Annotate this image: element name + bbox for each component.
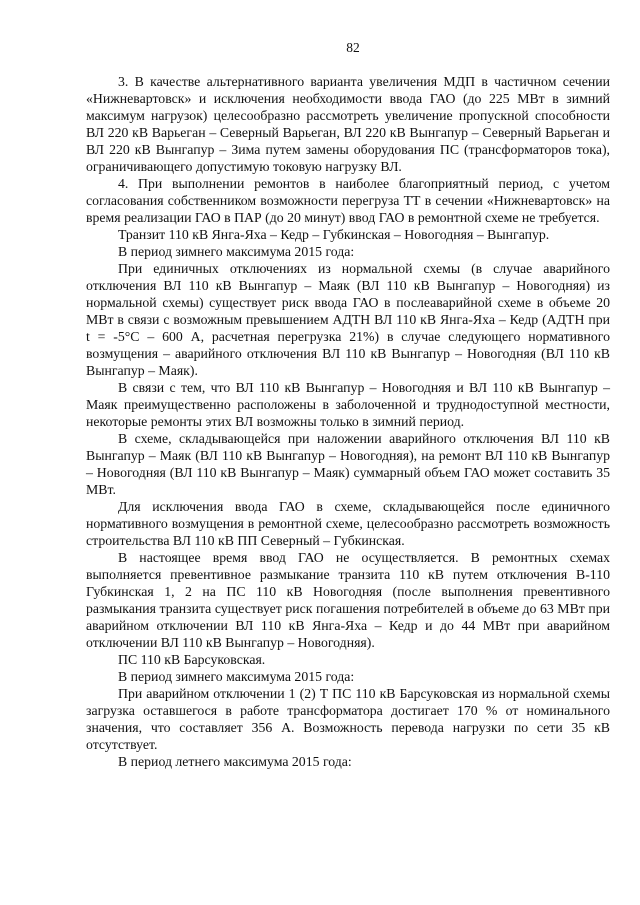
paragraph-winter-max-2: В период зимнего максимума 2015 года: bbox=[118, 669, 355, 684]
paragraph-current-state: В настоящее время ввод ГАО не осуществляется. В ремонтных схемах выполняется превентивное размыкание транзита 110 кВ путем отключения В-110 Губкинская 1, 2 на ПС 110 кВ Новогодняя (после выполнения превентивного размыкания транзита существует риск погашения потребителей в объеме до 63 МВт при аварийном отключении ВЛ 110 кВ Янга-Яха – Кедр и до 44 МВт при аварийном отключении ВЛ 110 кВ Вынгапур – Новогодняя). bbox=[86, 550, 610, 650]
paragraph-transformer-outage: При аварийном отключении 1 (2) Т ПС 110 кВ Барсуковская из нормальной схемы загрузка оставшегося в работе трансформатора достигает 170 % от номинального значения, что составляет 356 А. Возможность перевода нагрузки по сети 35 кВ отсутствует. bbox=[86, 686, 610, 752]
paragraph-substation-heading: ПС 110 кВ Барсуковская. bbox=[118, 652, 266, 667]
paragraph-alternative-mdp: 3. В качестве альтернативного варианта увеличения МДП в частичном сечении «Нижневартовск» и исключения необходимости ввода ГАО (до 225 МВт в зимний максимум нагрузок) целесообразно рассмотреть увеличение пропускной способности ВЛ 220 кВ Варьеган – Северный Варьеган, ВЛ 220 кВ Вынгапур – Северный Варьеган и ВЛ 220 кВ Вынгапур – Зима путем замены оборудования ПС (трансформаторов тока), ограничивающего допустимую токовую нагрузку ВЛ. bbox=[86, 74, 610, 174]
paragraph-summer-max: В период летнего максимума 2015 года: bbox=[118, 754, 352, 769]
paragraph-single-outages: При единичных отключениях из нормальной схемы (в случае аварийного отключения ВЛ 110 кВ Вынгапур – Маяк (ВЛ 110 кВ Вынгапур – Новогодняя) из нормальной схемы) существует риск ввода ГАО в послеаварийной схеме в объеме 20 МВт в связи с возможным превышением АДТН ВЛ 110 кВ Янга-Яха – Кедр (АДТН при t = -5°С – 600 А, расчетная перегрузка 21%) в случае следующего нормативного возмущения – аварийного отключения ВЛ 110 кВ Вынгапур – Новогодняя (ВЛ 110 кВ Вынгапур – Маяк). bbox=[86, 261, 610, 378]
paragraph-winter-max-1: В период зимнего максимума 2015 года: bbox=[118, 244, 355, 259]
paragraph-scheme-gao: В схеме, складывающейся при наложении аварийного отключения ВЛ 110 кВ Вынгапур – Маяк (ВЛ 110 кВ Вынгапур – Новогодняя), на ремонт ВЛ 110 кВ Вынгапур – Новогодняя (ВЛ 110 кВ Вынгапур – Маяк) суммарный объем ГАО может составить 35 МВт. bbox=[86, 431, 610, 497]
paragraph-transit-heading: Транзит 110 кВ Янга-Яха – Кедр – Губкинская – Новогодняя – Вынгапур. bbox=[118, 227, 550, 242]
page-number: 82 bbox=[346, 40, 360, 55]
paragraph-swamp-terrain: В связи с тем, что ВЛ 110 кВ Вынгапур – Новогодняя и ВЛ 110 кВ Вынгапур – Маяк преимущественно расположены в заболоченной и труднодоступной местности, некоторые ремонты этих ВЛ возможны только в зимний период. bbox=[86, 380, 610, 429]
paragraph-exclude-gao: Для исключения ввода ГАО в схеме, складывающейся после единичного нормативного возмущения в ремонтной схеме, целесообразно рассмотреть возможность строительства ВЛ 110 кВ ПП Северный – Губкинская. bbox=[86, 499, 610, 548]
paragraph-repairs: 4. При выполнении ремонтов в наиболее благоприятный период, с учетом согласования собственником возможности перегруза ТТ в сечении «Нижневартовск» на время реализации ГАО в ПАР (до 20 минут) ввод ГАО в ремонтной схеме не требуется. bbox=[86, 176, 610, 225]
